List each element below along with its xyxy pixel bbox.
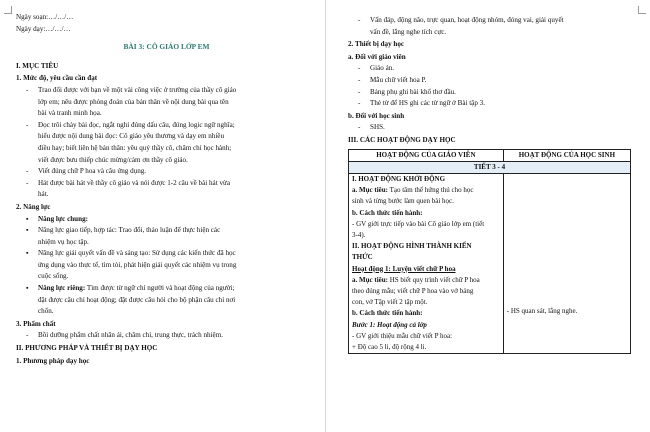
crop-mark	[4, 6, 12, 14]
nang-luc-chung-label: ▪ Năng lực chung:	[16, 214, 317, 226]
table-header-row	[349, 149, 631, 161]
goal-item: - Viết đúng chữ P hoa và câu ứng dụng.	[16, 166, 317, 178]
gv-item: - Giáo án.	[348, 63, 642, 75]
activities-table	[348, 149, 631, 355]
cach-thuc-2: b. Cách thức tiến hành:	[352, 309, 423, 318]
hoat-dong-1: Hoạt động 1: Luyện viết chữ P hoa	[352, 264, 456, 273]
goal-item: - Đọc trôi chảy bài đọc, ngắt nghỉ đúng dấu câu, đúng logic ngữ nghĩa; hiểu được nội dung bài đọc: Cô giáo yêu thương và dạy em nhiều điều hay; biết liên hệ bản thân: yêu quý thầy cô, chăm chỉ học hành; viết được bưu thiếp chúc mừng/cảm ơn thầy cô giáo.	[16, 120, 317, 166]
right-page	[325, 0, 650, 432]
gv-cell: I. HOẠT ĐỘNG KHỞI ĐỘNG a. Mục tiêu: Tạo tâm thế hứng thú cho học sinh và từng bước làm quen bài học. b. Cách thức tiến hành: - GV giới trực tiếp vào bài Cô giáo lớp em (tiết 3-4). II. HOẠT ĐỘNG HÌNH THÀNH KIẾN THỨC Hoạt động 1: Luyện viết chữ P hoa a. Mục tiêu: HS biết quy trình viết chữ P hoa theo đúng mẫu; viết chữ P hoa vào vở bảng con, vở Tập viết 2 tập một. b. Cách thức tiến hành: Bước 1: Hoạt động cả lớp - GV giới thiệu mẫu chữ viết P hoa: + Độ cao 5 li, độ rộng 4 li.	[349, 173, 504, 353]
ngay-soan: Ngày soạn:…/…/…	[16, 13, 74, 21]
muc-tieu-1: a. Mục tiêu: Tạo tâm thế hứng thú cho học	[352, 186, 474, 195]
khoi-dong-heading: I. HOẠT ĐỘNG KHỞI ĐỘNG	[352, 174, 446, 183]
hs-label: b. Đối với học sinh	[348, 111, 405, 120]
tiet-label: TIẾT 3 - 4	[349, 161, 631, 173]
crop-mark	[638, 6, 646, 14]
heading-phuong-phap-day-hoc: 1. Phương pháp dạy học	[16, 356, 90, 365]
lesson-title: BÀI 3: CÔ GIÁO LỚP EM	[123, 42, 210, 52]
table-row	[349, 161, 631, 173]
chung-item: ▪ Năng lực giao tiếp, hợp tác: Trao đổi, thảo luận để thực hiện các nhiệm vụ học tập.	[16, 225, 317, 248]
buoc-1: Bước 1: Hoạt động cả lớp	[352, 320, 427, 329]
col-header-hs: HOẠT ĐỘNG CỦA HỌC SINH	[503, 149, 630, 161]
goal-item: - Trao đổi được với bạn về một vài công việc ở trường của thầy cô giáo lớp em; nêu được phỏng đoán của bản thân về nội dung bài qua tên bài và tranh minh họa.	[16, 85, 317, 120]
heading-muc-tieu: I. MỤC TIÊU	[16, 61, 59, 70]
hs-item: - SHS.	[348, 122, 642, 134]
gv-item: - Mẫu chữ viết hoa P.	[348, 75, 642, 87]
gv-item: - Bảng phụ ghi bài khổ thơ đầu.	[348, 87, 642, 99]
hs-note: - HS quan sát, lắng nghe.	[506, 306, 578, 315]
methods-item: - Vấn đáp, động não, trực quan, hoạt động nhóm, đóng vai, giải quyết vấn đề, lắng nghe tích cực.	[348, 15, 642, 38]
rieng-item: ▪ Năng lực riêng: Tìm được từ ngữ chỉ người và hoạt động của người; đặt được câu chỉ hoạt động; đặt được câu hỏi cho bộ phận câu chỉ nơi chốn.	[16, 283, 317, 318]
heading-pham-chat: 3. Phẩm chất	[16, 319, 56, 328]
pham-chat-item: - Bồi dưỡng phẩm chất nhân ái, chăm chỉ, trung thực, trách nhiệm.	[16, 330, 317, 342]
heading-hoat-dong: III. CÁC HOẠT ĐỘNG DẠY HỌC	[348, 135, 456, 144]
gv-label: a. Đối với giáo viên	[348, 52, 406, 61]
muc-tieu-2: a. Mục tiêu: HS biết quy trình viết chữ P hoa	[352, 275, 480, 284]
gv-item: - Thẻ từ để HS ghi các từ ngữ ở Bài tập 3.	[348, 98, 642, 110]
nang-luc-rieng-label: Năng lực riêng:	[38, 284, 86, 293]
hs-cell	[503, 173, 630, 353]
ngay-day: Ngày dạy:…/…/…	[16, 24, 71, 33]
table-row	[349, 173, 631, 353]
heading-thiet-bi: 2. Thiết bị dạy học	[348, 40, 405, 49]
heading-nang-luc: 2. Năng lực	[16, 202, 51, 211]
heading-phuong-phap: II. PHƯƠNG PHÁP VÀ THIẾT BỊ DẠY HỌC	[16, 344, 158, 353]
chung-item: ▪ Năng lực giải quyết vấn đề và sáng tạo: Sử dụng các kiến thức đã học ứng dụng vào thực tế, tìm tòi, phát hiện giải quyết các nhiệm vụ trong cuộc sống.	[16, 248, 317, 283]
goal-item: - Hát được bài hát về thầy cô giáo và nói được 1-2 câu về bài hát vừa hát.	[16, 178, 317, 201]
hinh-thanh-heading: II. HOẠT ĐỘNG HÌNH THÀNH KIẾN	[352, 242, 472, 251]
heading-muc-do: 1. Mức độ, yêu cầu cần đạt	[16, 74, 98, 83]
cach-thuc-1: b. Cách thức tiến hành:	[352, 208, 423, 217]
col-header-gv: HOẠT ĐỘNG CỦA GIÁO VIÊN	[349, 149, 504, 161]
